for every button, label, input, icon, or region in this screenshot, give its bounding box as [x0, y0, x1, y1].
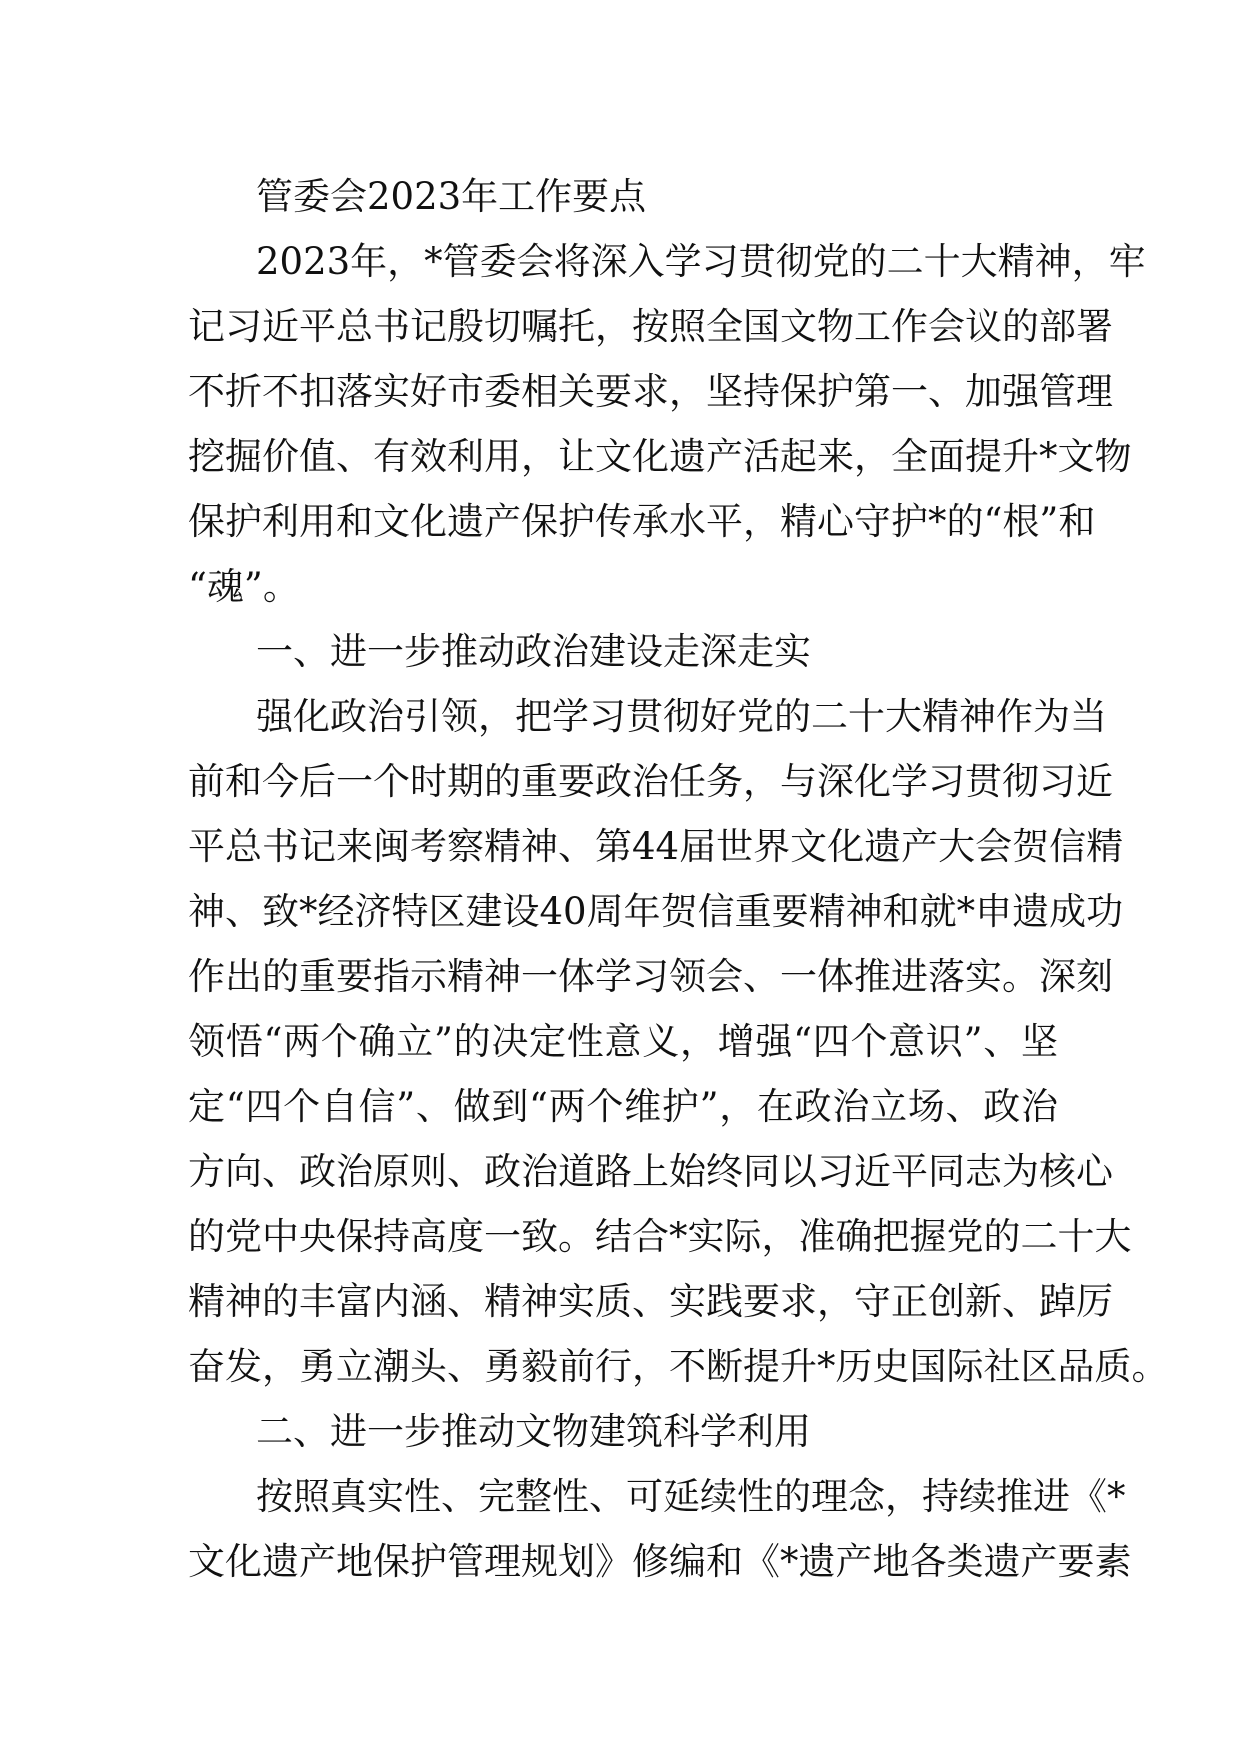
paragraph-intro: [188, 229, 1146, 619]
paragraph-line: 神、致*经济特区建设40周年贺信重要精神和就*申遗成功: [188, 890, 1124, 933]
paragraph-line: 保护利用和文化遗产保护传承水平，精心守护*的“根”和: [188, 500, 1096, 543]
section-heading-2: 二、进一步推动文物建筑科学利用: [256, 1410, 811, 1453]
paragraph-line: 精神的丰富内涵、精神实质、实践要求，守正创新、踔厉: [188, 1280, 1113, 1323]
paragraph-line: 挖掘价值、有效利用，让文化遗产活起来，全面提升*文物: [188, 435, 1132, 478]
paragraph-section-1: [188, 684, 1169, 1399]
paragraph-line: 记习近平总书记殷切嘱托，按照全国文物工作会议的部署: [188, 305, 1113, 348]
paragraph-line: 领悟“两个确立”的决定性意义，增强“四个意识”、坚: [188, 1020, 1058, 1063]
paragraph-line: 按照真实性、完整性、可延续性的理念，持续推进《*: [256, 1475, 1126, 1518]
paragraph-line: “魂”。: [188, 565, 300, 608]
paragraph-line: 平总书记来闽考察精神、第44届世界文化遗产大会贺信精: [188, 825, 1124, 868]
paragraph-line: 奋发，勇立潮头、勇毅前行，不断提升*历史国际社区品质。: [188, 1345, 1169, 1388]
paragraph-line: 方向、政治原则、政治道路上始终同以习近平同志为核心: [188, 1150, 1113, 1193]
paragraph-line: 作出的重要指示精神一体学习领会、一体推进落实。深刻: [188, 955, 1113, 998]
paragraph-line: 文化遗产地保护管理规划》修编和《*遗产地各类遗产要素: [188, 1540, 1132, 1583]
paragraph-line: 的党中央保持高度一致。结合*实际，准确把握党的二十大: [188, 1215, 1132, 1258]
paragraph-line: 强化政治引领，把学习贯彻好党的二十大精神作为当: [256, 695, 1107, 738]
paragraph-section-2: [188, 1464, 1132, 1594]
document-body: [188, 164, 1169, 1594]
paragraph-line: 不折不扣落实好市委相关要求，坚持保护第一、加强管理: [188, 370, 1113, 413]
paragraph-line: 2023年，*管委会将深入学习贯彻党的二十大精神，牢: [256, 240, 1146, 283]
document-title: 管委会2023年工作要点: [256, 175, 647, 218]
paragraph-line: 定“四个自信”、做到“两个维护”，在政治立场、政治: [188, 1085, 1058, 1128]
paragraph-line: 前和今后一个时期的重要政治任务，与深化学习贯彻习近: [188, 760, 1113, 803]
section-heading-1: 一、进一步推动政治建设走深走实: [256, 630, 811, 673]
